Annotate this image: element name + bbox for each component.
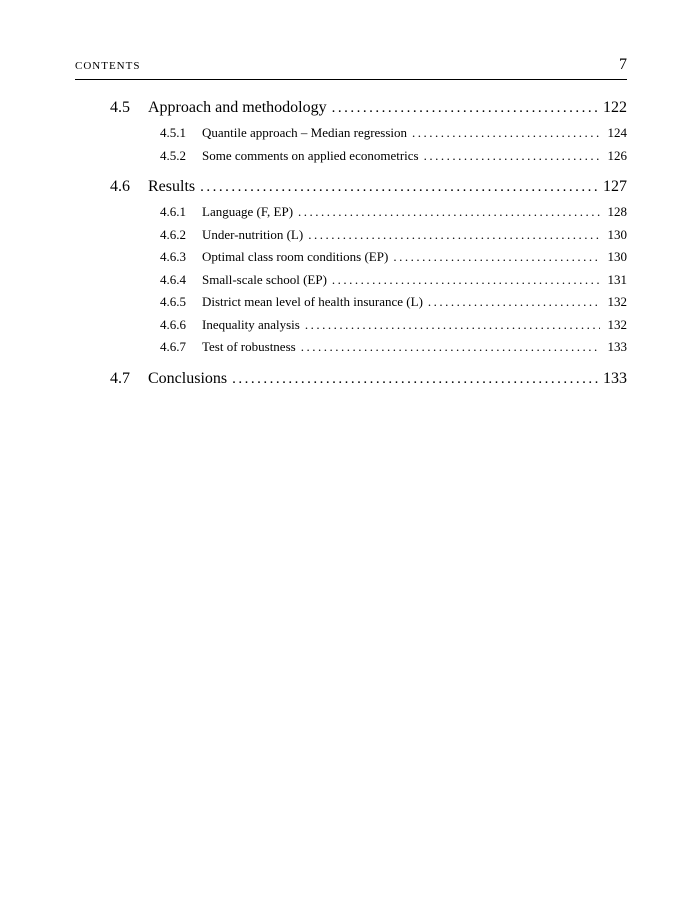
folio-page-number: 7 <box>619 56 627 73</box>
toc-entry-page: 132 <box>607 294 627 309</box>
toc-entry-title: Test of robustness <box>202 339 296 354</box>
dot-leader <box>232 365 600 393</box>
toc-entry-title: Small-scale school (EP) <box>202 271 327 287</box>
toc-entry <box>75 145 627 168</box>
toc-entry <box>75 173 627 201</box>
dot-leader <box>332 94 600 122</box>
toc-entry-title: Conclusions <box>148 369 228 387</box>
dot-leader <box>308 224 600 247</box>
toc-entry-number: 4.5.1 <box>160 125 186 140</box>
toc-entry-number: 4.6.1 <box>160 204 186 219</box>
toc-entry <box>75 224 627 247</box>
toc-entry <box>75 94 627 122</box>
toc-entry-number: 4.5.2 <box>160 147 186 163</box>
dot-leader <box>305 314 600 337</box>
toc-entry-page: 124 <box>607 125 627 140</box>
toc-entry-title: Language (F, EP) <box>202 204 294 219</box>
toc-entry-page: 126 <box>607 147 627 163</box>
dot-leader <box>393 246 600 269</box>
dot-leader <box>332 269 600 292</box>
toc-entry-page: 128 <box>607 204 627 219</box>
toc-entry-number: 4.6.3 <box>160 249 186 264</box>
dot-leader <box>428 291 600 314</box>
toc-entry-page: 133 <box>607 339 627 354</box>
toc-entry-number: 4.6 <box>110 178 130 195</box>
contents-header-label: CONTENTS <box>75 60 141 72</box>
toc-entry-title: Under-nutrition (L) <box>202 226 304 242</box>
dot-leader <box>412 122 600 145</box>
table-of-contents <box>75 88 627 393</box>
toc-entry-number: 4.6.5 <box>160 294 186 309</box>
running-header <box>75 56 627 80</box>
dot-leader <box>298 201 600 224</box>
dot-leader <box>200 173 600 201</box>
toc-entry <box>75 314 627 337</box>
toc-entry-title: Inequality analysis <box>202 316 300 332</box>
toc-entry-page: 133 <box>603 369 627 387</box>
toc-entry <box>75 336 627 359</box>
toc-entry-number: 4.6.7 <box>160 339 186 354</box>
toc-entry-page: 127 <box>603 178 627 195</box>
toc-entry <box>75 201 627 224</box>
toc-entry-number: 4.7 <box>110 369 130 387</box>
toc-entry <box>75 291 627 314</box>
toc-entry <box>75 246 627 269</box>
toc-entry-title: Quantile approach – Median regression <box>202 125 408 140</box>
toc-entry-page: 132 <box>607 316 627 332</box>
toc-entry-title: District mean level of health insurance (L) <box>202 294 423 309</box>
toc-entry <box>75 269 627 292</box>
toc-entry-page: 131 <box>607 271 627 287</box>
toc-entry-title: Approach and methodology <box>148 99 327 116</box>
toc-entry-title: Some comments on applied econometrics <box>202 147 419 163</box>
dot-leader <box>301 336 600 359</box>
toc-entry <box>75 365 627 393</box>
toc-entry-number: 4.6.2 <box>160 226 186 242</box>
toc-entry <box>75 122 627 145</box>
toc-entry-title: Optimal class room conditions (EP) <box>202 249 389 264</box>
toc-entry-page: 122 <box>603 99 627 116</box>
toc-entry-title: Results <box>148 178 196 195</box>
toc-entry-number: 4.6.6 <box>160 316 186 332</box>
toc-entry-page: 130 <box>607 226 627 242</box>
dot-leader <box>424 145 600 168</box>
toc-entry-number: 4.5 <box>110 99 130 116</box>
toc-entry-number: 4.6.4 <box>160 271 186 287</box>
toc-entry-page: 130 <box>607 249 627 264</box>
